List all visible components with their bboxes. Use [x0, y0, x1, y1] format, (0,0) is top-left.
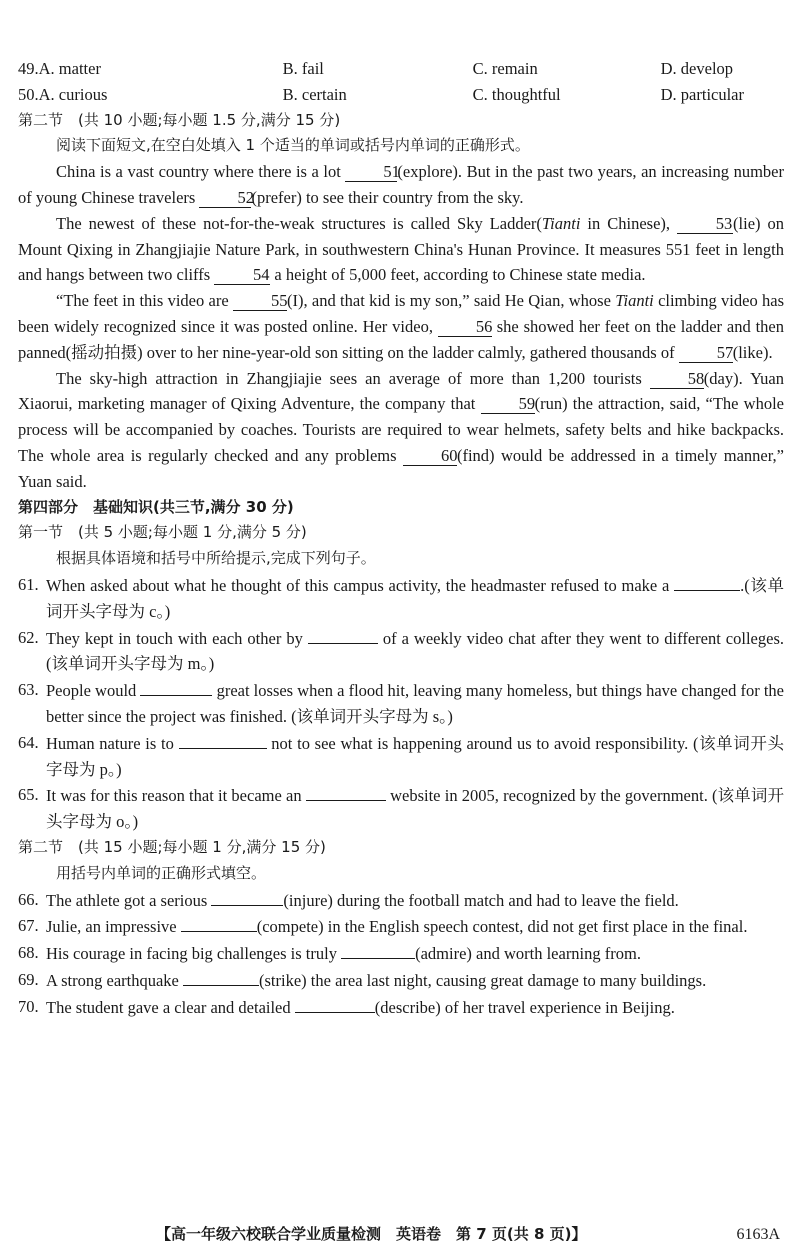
footer-title: 【高一年级六校联合学业质量检测 英语卷 第 7 页(共 8 页)】 — [156, 1225, 587, 1243]
blank-60[interactable]: 60 — [403, 447, 457, 466]
question-text: .(该单词开头字母为 c。) — [46, 575, 784, 621]
question-text: not to see what is happening around us to avoid responsibility. (该单词开头字母为 p。) — [46, 733, 784, 779]
italic-term: Tianti — [541, 213, 581, 233]
question-text: (strike) the area last night, causing great damage to many buildings. — [259, 970, 707, 990]
question-number: 70. — [18, 996, 39, 1016]
part-4-heading: 第四部分 基础知识(共三节,满分 30 分) — [18, 497, 294, 516]
question-text: website in 2005, recognized by the government. (该单词开头字母为 o。) — [46, 786, 784, 832]
option-b: B. fail — [282, 59, 324, 78]
passage-paragraph-4 — [18, 366, 784, 495]
passage-text: (day). Yuan Xiaorui, marketing manager of Qixing Adventure, the company that — [18, 368, 784, 414]
question-text: (describe) of her travel experience in Beijing. — [374, 997, 675, 1017]
passage-text: The newest of these not-for-the-weak structures is called Sky Ladder( — [56, 213, 542, 233]
passage-text: (I), and that kid is my son,” said He Qian, whose — [287, 291, 616, 311]
blank-69[interactable] — [183, 967, 259, 986]
question-67 — [18, 913, 784, 940]
question-text: (admire) and worth learning from. — [415, 944, 641, 964]
question-68 — [18, 940, 784, 967]
question-text: (compete) in the English speech contest, did not get first place in the final. — [256, 917, 748, 937]
question-62 — [18, 625, 784, 678]
question-number: 66. — [18, 889, 39, 909]
option-c: C. remain — [472, 59, 538, 78]
page-footer — [0, 1222, 800, 1246]
question-number: 62. — [18, 627, 39, 647]
passage-text: (find) would be addressed in a timely manner,” Yuan said. — [18, 445, 785, 491]
question-number: 49. — [18, 59, 39, 78]
question-text: The student gave a clear and detailed — [46, 997, 295, 1017]
question-66 — [18, 887, 784, 914]
passage-text: a height of 5,000 feet, according to Chinese state media. — [270, 265, 646, 285]
blank-55[interactable]: 55 — [233, 292, 287, 311]
passage-paragraph-3 — [18, 288, 784, 365]
blank-52[interactable]: 52 — [199, 189, 251, 208]
question-number: 64. — [18, 732, 39, 752]
blank-51[interactable]: 51 — [345, 163, 397, 182]
question-text: Julie, an impressive — [46, 917, 181, 937]
question-number: 50. — [18, 84, 39, 104]
question-61 — [18, 572, 784, 625]
blank-66[interactable] — [211, 887, 283, 906]
option-b: B. certain — [282, 84, 347, 104]
part-4-section-1-instructions: 根据具体语境和括号中所给提示,完成下列句子。 — [56, 549, 376, 568]
blank-58[interactable]: 58 — [650, 370, 704, 389]
passage-text: (lie) on Mount Qixing in Zhangjiajie Nature Park, in southwestern China's Hunan Province. It measures 551 feet in length and hangs between two cliffs — [18, 213, 785, 285]
question-number: 63. — [18, 680, 39, 700]
passage-text: “The feet in this video are — [56, 291, 233, 311]
passage-text: (run) the attraction, said, “The whole process will be accompanied by coaches. Tourists are required to wear helmets, safety belts and hike backpacks. The whole area is regularly checked and any problems — [18, 394, 784, 465]
question-70 — [18, 994, 784, 1021]
blank-65[interactable] — [306, 782, 386, 801]
passage-text: (like). — [732, 342, 773, 362]
blank-68[interactable] — [341, 940, 415, 959]
passage-paragraph-1 — [18, 159, 784, 211]
question-text: His courage in facing big challenges is truly — [46, 944, 342, 964]
passage-text: (prefer) to see their country from the sky. — [251, 187, 524, 207]
question-text: It was for this reason that it became an — [46, 786, 306, 806]
question-text: Human nature is to — [46, 733, 179, 753]
blank-53[interactable]: 53 — [677, 215, 733, 234]
question-number: 68. — [18, 943, 39, 963]
blank-57[interactable]: 57 — [679, 344, 733, 363]
part-4-section-1-heading: 第一节 (共 5 小题;每小题 1 分,满分 5 分) — [18, 523, 307, 542]
question-text: The athlete got a serious — [46, 890, 212, 910]
question-63 — [18, 677, 784, 730]
question-number: 67. — [18, 916, 39, 936]
passage-text: China is a vast country where there is a lot — [56, 162, 346, 182]
passage-text: she showed her feet on the ladder and then panned(摇动拍摄) over to her nine-year-old son sitting on the ladder calmly, gathered thousands of — [18, 316, 784, 362]
question-text: (injure) during the football match and had to leave the field. — [283, 890, 679, 910]
section-2-heading: 第二节 (共 10 小题;每小题 1.5 分,满分 15 分) — [18, 110, 341, 129]
blank-64[interactable] — [179, 730, 267, 749]
blank-54[interactable]: 54 — [214, 266, 270, 285]
section-2-instructions: 阅读下面短文,在空白处填入 1 个适当的单词或括号内单词的正确形式。 — [56, 136, 530, 155]
passage-text: climbing video has been widely recognized since it was posted online. Her video, — [18, 291, 784, 336]
part-4-section-2-instructions: 用括号内单词的正确形式填空。 — [56, 863, 267, 882]
mc-row-49 — [18, 56, 784, 82]
part-4-section-2-heading: 第二节 (共 15 小题;每小题 1 分,满分 15 分) — [18, 837, 326, 856]
blank-63[interactable] — [140, 677, 212, 696]
question-text: great losses when a flood hit, leaving many homeless, but things have changed for the better since the project was finished. (该单词开头字母为 s。) — [46, 681, 784, 726]
passage-text: in Chinese), — [580, 213, 678, 233]
passage-text: The sky-high attraction in Zhangjiajie sees an average of more than 1,200 tourists — [56, 368, 650, 388]
italic-term: Tianti — [615, 291, 654, 311]
question-text: They kept in touch with each other by — [46, 628, 308, 648]
question-text: When asked about what he thought of this campus activity, the headmaster refused to make a — [46, 575, 675, 595]
blank-59[interactable]: 59 — [481, 395, 535, 414]
paper-code: 6163A — [736, 1226, 780, 1243]
option-d: D. develop — [660, 59, 734, 78]
blank-67[interactable] — [181, 913, 257, 932]
question-text: A strong earthquake — [46, 970, 184, 990]
passage-text: (explore). But in the past two years, an increasing number of young Chinese travelers — [18, 162, 784, 207]
blank-62[interactable] — [308, 625, 378, 644]
question-text: People would — [46, 681, 141, 701]
option-c: C. thoughtful — [472, 84, 561, 104]
question-69 — [18, 967, 784, 994]
blank-70[interactable] — [295, 994, 375, 1013]
option-a: A. matter — [38, 59, 101, 78]
question-64 — [18, 730, 784, 783]
option-a: A. curious — [38, 84, 108, 104]
question-number: 61. — [18, 574, 39, 594]
question-65 — [18, 782, 784, 835]
passage-paragraph-2 — [18, 211, 784, 288]
question-text: of a weekly video chat after they went to different colleges. (该单词开头字母为 m。) — [46, 628, 784, 674]
mc-row-50 — [18, 82, 784, 108]
blank-56[interactable]: 56 — [438, 318, 492, 337]
option-d: D. particular — [660, 84, 745, 104]
question-number: 69. — [18, 969, 39, 989]
question-number: 65. — [18, 785, 39, 805]
blank-61[interactable] — [674, 572, 740, 591]
